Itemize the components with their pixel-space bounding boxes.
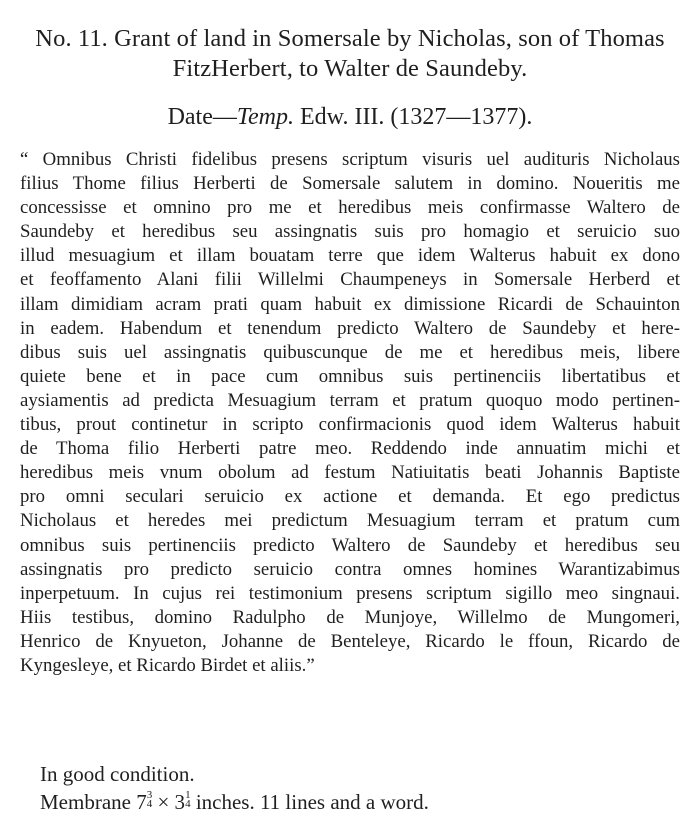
charter-line: “ Omnibus Christi fidelibus presens scriptum visuris uel audituris Nicholaus — [20, 149, 680, 170]
charter-line: in eadem. Habendum et tenendum predicto Waltero de Saundeby et here- — [20, 317, 680, 339]
membrane-prefix: Membrane 7 — [40, 790, 147, 814]
fraction-height-den: 4 — [185, 798, 191, 810]
charter-line: assingnatis pro predicto seruicio contra omnes homines Warantizabimus — [20, 558, 680, 580]
heading-line-1: No. 11. Grant of land in Somersale by Nicholas, son of Thomas — [35, 25, 665, 52]
charter-text — [20, 148, 680, 678]
charter-line: de Thoma filio Herberti patre meo. Reddendo inde annuatim michi et — [20, 438, 680, 460]
date-prefix: Date— — [167, 104, 237, 130]
charter-line: Nicholaus et heredes mei predictum Mesuagium terram et pratum cum — [20, 510, 680, 532]
date-temp: Temp. — [236, 104, 295, 130]
date-line — [0, 102, 700, 132]
membrane-note — [40, 788, 429, 816]
date-reign: Edw. III. (1327—1377). — [294, 104, 533, 130]
charter-line: inperpetuum. In cujus rei testimonium presens scriptum sigillo meo singnaui. — [20, 582, 680, 604]
document-notes — [40, 760, 429, 816]
charter-line: Saundeby et heredibus seu assingnatis suis pro homagio et seruicio suo — [20, 221, 680, 243]
charter-line: filius Thome filius Herberti de Somersale salutem in domino. Noueritis me — [20, 173, 680, 195]
document-heading — [20, 24, 680, 84]
charter-line: Kyngesleye, et Ricardo Birdet et aliis.” — [20, 654, 315, 676]
charter-line: tibus, prout continetur in scripto confirmacionis quod idem Walterus habuit — [20, 414, 680, 436]
charter-line: quiete bene et in pace cum omnibus suis pertinenciis libertatibus et — [20, 365, 680, 387]
charter-line: dibus suis uel assingnatis quibuscunque de me et heredibus meis, libere — [20, 341, 680, 363]
charter-line: aysiamentis ad predicta Mesuagium terram et pratum quoquo modo pertinen- — [20, 389, 680, 411]
membrane-times: × 3 — [152, 790, 186, 814]
charter-line: illud mesuagium et illam bouatam terre que idem Walterus habuit ex dono — [20, 245, 680, 267]
membrane-suffix: inches. 11 lines and a word. — [190, 790, 429, 814]
fraction-height-num: 1 — [185, 789, 191, 801]
charter-line: concessisse et omnino pro me et heredibus meis confirmasse Waltero de — [20, 197, 680, 219]
charter-line: omnibus suis pertinenciis predicto Waltero de Saundeby et heredibus seu — [20, 534, 680, 556]
charter-line: Hiis testibus, domino Radulpho de Munjoye, Willelmo de Mungomeri, — [20, 606, 680, 628]
charter-line: Henrico de Knyueton, Johanne de Benteleye, Ricardo le ffoun, Ricardo de — [20, 630, 680, 652]
charter-line: illam dimidiam acram prati quam habuit ex dimissione Ricardi de Schauinton — [20, 293, 680, 315]
fraction-width-den: 4 — [146, 798, 153, 810]
charter-line: heredibus meis vnum obolum ad festum Natiuitatis beati Johannis Baptiste — [20, 462, 680, 484]
condition-note: In good condition. — [40, 762, 195, 786]
charter-line: et feoffamento Alani filii Willelmi Chaumpeneys in Somersale Herberd et — [20, 269, 680, 291]
heading-line-2: FitzHerbert, to Walter de Saundeby. — [172, 55, 528, 82]
charter-line: pro omni seculari seruicio ex actione et demanda. Et ego predictus — [20, 486, 680, 508]
fraction-width-num: 3 — [146, 789, 153, 801]
